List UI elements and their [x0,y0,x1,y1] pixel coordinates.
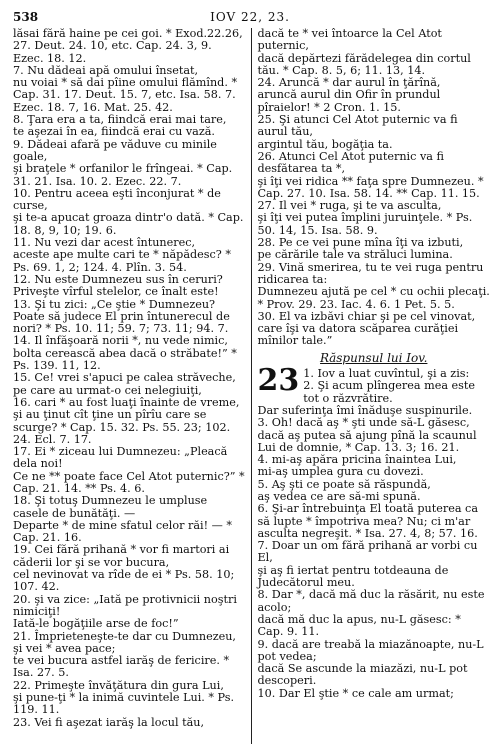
verse-line: aş vedea ce are să-mi spună. [257,489,421,503]
verse-line: 12. Nu este Dumnezeu sus în ceruri? [13,272,223,286]
verse-line: şi pune-ţi * la inimă cuvintele Lui. * Ps. 119. 11. [13,691,235,717]
chapter-start [257,363,491,405]
verse-line: care îşi va datora scăparea curăţiei mînilor tale.” [257,322,459,348]
verse-line: Poate să judece El prin întunerecul de nori? * Ps. 10. 11; 59. 7; 73. 11; 94. 7. [13,309,230,336]
verse-line: dacă Se ascunde la miazăzi, nu-L pot descoperi. [257,662,468,688]
verse-line: 3. Oh! dacă aş * şti unde să-L găsesc, [257,416,470,430]
verse-line: argintul tău, bogăţia ta. [257,137,393,151]
verse-line: 23. Vei fi aşezat iarăş la locul tău, [13,715,205,729]
verse-line: 22. Primeşte învăţătura din gura Lui, [13,678,224,692]
verse-line: 25. Şi atunci Cel Atot puternic va fi aurul tău, [257,113,458,139]
verse-line: bolta cerească abea dacă o străbate!” * Ps. 139. 11, 12. [13,346,237,373]
verse-line: te aşezai în ea, fiindcă erai cu vază. [13,125,215,139]
verse-line: 5. Aş şti ce poate să răspundă, [257,477,431,491]
verse-line: 24. Aruncă * dar aurul în ţărînă, [257,76,441,90]
verse-line: 21. Împrieteneşte-te dar cu Dumnezeu, şi vei * avea pace; [13,629,236,655]
verse-line: 28. Pe ce vei pune mîna îţi va izbuti, [257,236,464,250]
verse-line: 11. Nu vezi dar acest întunerec, [13,236,196,250]
verse-line: aceste ape multe cari te * năpădesc? * Ps. 69. 1, 2; 124. 4. Plîn. 3. 54. [13,248,231,274]
right-column [251,28,491,744]
verse-line: 9. dacă are treabă la miazănoapte, nu-L pot vedea; [257,637,484,663]
verse-line: 8. Dar *, dacă mă duc la răsărit, nu este acolo; [257,588,485,614]
verse-line: mi-aş umplea gura cu dovezi. [257,465,424,479]
chapter-number: 23 [257,363,300,399]
verse-line: Iată-le bogăţiile arse de foc!” [13,617,179,631]
verse-line: Dumnezeu ajută pe cel * cu ochii plecaţi. * Prov. 29. 23. Iac. 4. 6. 1 Pet. 5. 5. [257,285,490,311]
verse-line: 8. Ţara era a ta, fiindcă erai mai tare, [13,113,227,127]
verse-line: şi îţi vei ridica ** faţa spre Dumnezeu. * Cap. 27. 10. Isa. 58. 14. ** Cap. 11. 15. [257,174,484,200]
verse-line: 14. Il înfăşoară norii *, nu vede nimic, [13,334,228,348]
verse-line: aruncă aurul din Ofir în prundul pîraielor! * 2 Cron. 1. 15. [257,88,441,114]
verse-line: 10. Pentru aceea eşti înconjurat * de curse, [13,186,221,213]
verse-line: 17. Ei * ziceau lui Dumnezeu: „Pleacă dela noi! [13,445,228,471]
verse-line: şi te-a apucat groaza dintr'o dată. * Cap. 18. 8, 9, 10; 19. 6. [13,211,244,237]
chapter-first-verses [303,368,490,405]
verse-line: pe care au urmat-o cei nelegiuiţi, [13,383,202,397]
verse-line: te vei bucura astfel iarăş de fericire. * Isa. 27. 5. [13,654,230,680]
verse-line: 2. Şi acum plîngerea mea este tot o răzvrătire. [303,379,476,405]
verse-line: Ce ne ** poate face Cel Atot puternic?” * Cap. 21. 14. ** Ps. 4. 6. [13,469,245,495]
verse-line: şi îţi vei putea împlini juruinţele. * Ps. 50. 14, 15. Isa. 58. 9. [257,211,473,237]
verse-line: 26. Atunci Cel Atot puternic va fi desfătarea ta *, [257,149,444,176]
verse-line: Priveşte vîrful stelelor, ce înalt este! [13,285,219,299]
verse-line: 29. Vină smerirea, tu te vei ruga pentru ridicarea ta: [257,260,484,286]
verse-line: 16. cari * au fost luaţi înainte de vreme, [13,395,240,409]
verse-line: 30. El va izbăvi chiar şi pe cel vinovat, [257,309,476,323]
section-title: Răspunsul lui Iov. [320,350,428,365]
page-header [13,10,490,25]
running-title: IOV 22, 23. [210,10,290,24]
verse-line: dacă mă duc la apus, nu-L găsesc: * Cap. 9. 11. [257,612,461,639]
verse-line: dacă depărtezi fărădelegea din cortul tău. * Cap. 8. 5, 6; 11. 13, 14. [257,51,471,77]
verse-line: 10. Dar El ştie * ce cale am urmat; [257,686,454,700]
verse-line: lăsai fără haine pe cei goi. * Exod.22.26, 27. Deut. 24. 10, etc. Cap. 24. 3, 9. Ezec. 18. 12. [13,28,243,65]
verse-line: 18. Şi totuş Dumnezeu le umpluse casele de bunătăţi. — [13,494,208,520]
verse-line: 9. Dădeai afară pe văduve cu minile goale, [13,137,217,163]
page-number: 538 [13,10,39,24]
left-column [13,28,251,744]
verse-line: dacă te * vei întoarce la Cel Atot puternic, [257,28,442,53]
verse-line: 15. Ce! vrei s'apuci pe calea străveche, [13,371,236,385]
verse-line: Departe * de mine sfatul celor răi! — * Cap. 21. 16. [13,518,232,545]
verse-line: 13. Şi tu zici: „Ce ştie * Dumnezeu? [13,297,216,311]
text-columns [13,28,490,744]
verse-line: şi au ţinut cît ţine un pîrîu care se scurge? * Cap. 15. 32. Ps. 55. 23; 102. 24. Ecl. 7. 17. [13,408,231,446]
verse-line: 27. Il vei * ruga, şi te va asculta, [257,199,442,213]
verse-line: şi braţele * orfanilor le frîngeai. * Cap. 31. 21. Isa. 10. 2. Ezec. 22. 7. [13,162,233,188]
verse-line: 20. şi va zice: „Iată pe protivnicii noştri nimiciţi! [13,592,237,618]
verse-line: 7. Nu dădeai apă omului însetat, [13,63,199,77]
verse-line: 4. mi-aş apăra pricina înaintea Lui, [257,453,457,467]
verse-line: Dar suferinţa îmi înăduşe suspinurile. [257,403,473,417]
verse-line: 6. Şi-ar întrebuinţa El toată puterea ca să lupte * împotriva mea? Nu; ci m'ar asculta negreşit. * Isa. 27. 4, 8; 57. 16. [257,502,478,540]
verse-line: dacă aş putea să ajung pînă la scaunul Lui de domnie, * Cap. 13. 3; 16. 21. [257,428,477,454]
verse-line: 19. Cei fără prihană * vor fi martori ai căderii lor şi se vor bucura, [13,543,230,569]
verse-line: 7. Doar un om fără prihană ar vorbi cu El, [257,539,478,565]
verse-line: cel nevinovat va rîde de ei * Ps. 58. 10; 107. 42. [13,568,235,594]
verse-line: şi aş fi iertat pentru totdeauna de Judecătorul meu. [257,563,449,590]
verse-line: nu voiai * să dai pîine omului flămînd. * Cap. 31. 17. Deut. 15. 7, etc. Isa. 58. 7. Ezec. 18. 7, 16. Mat. 25. 42. [13,76,238,114]
verse-line: pe cărările tale va străluci lumina. [257,248,453,262]
verse-line: 1. Iov a luat cuvîntul, şi a zis: [303,367,470,381]
